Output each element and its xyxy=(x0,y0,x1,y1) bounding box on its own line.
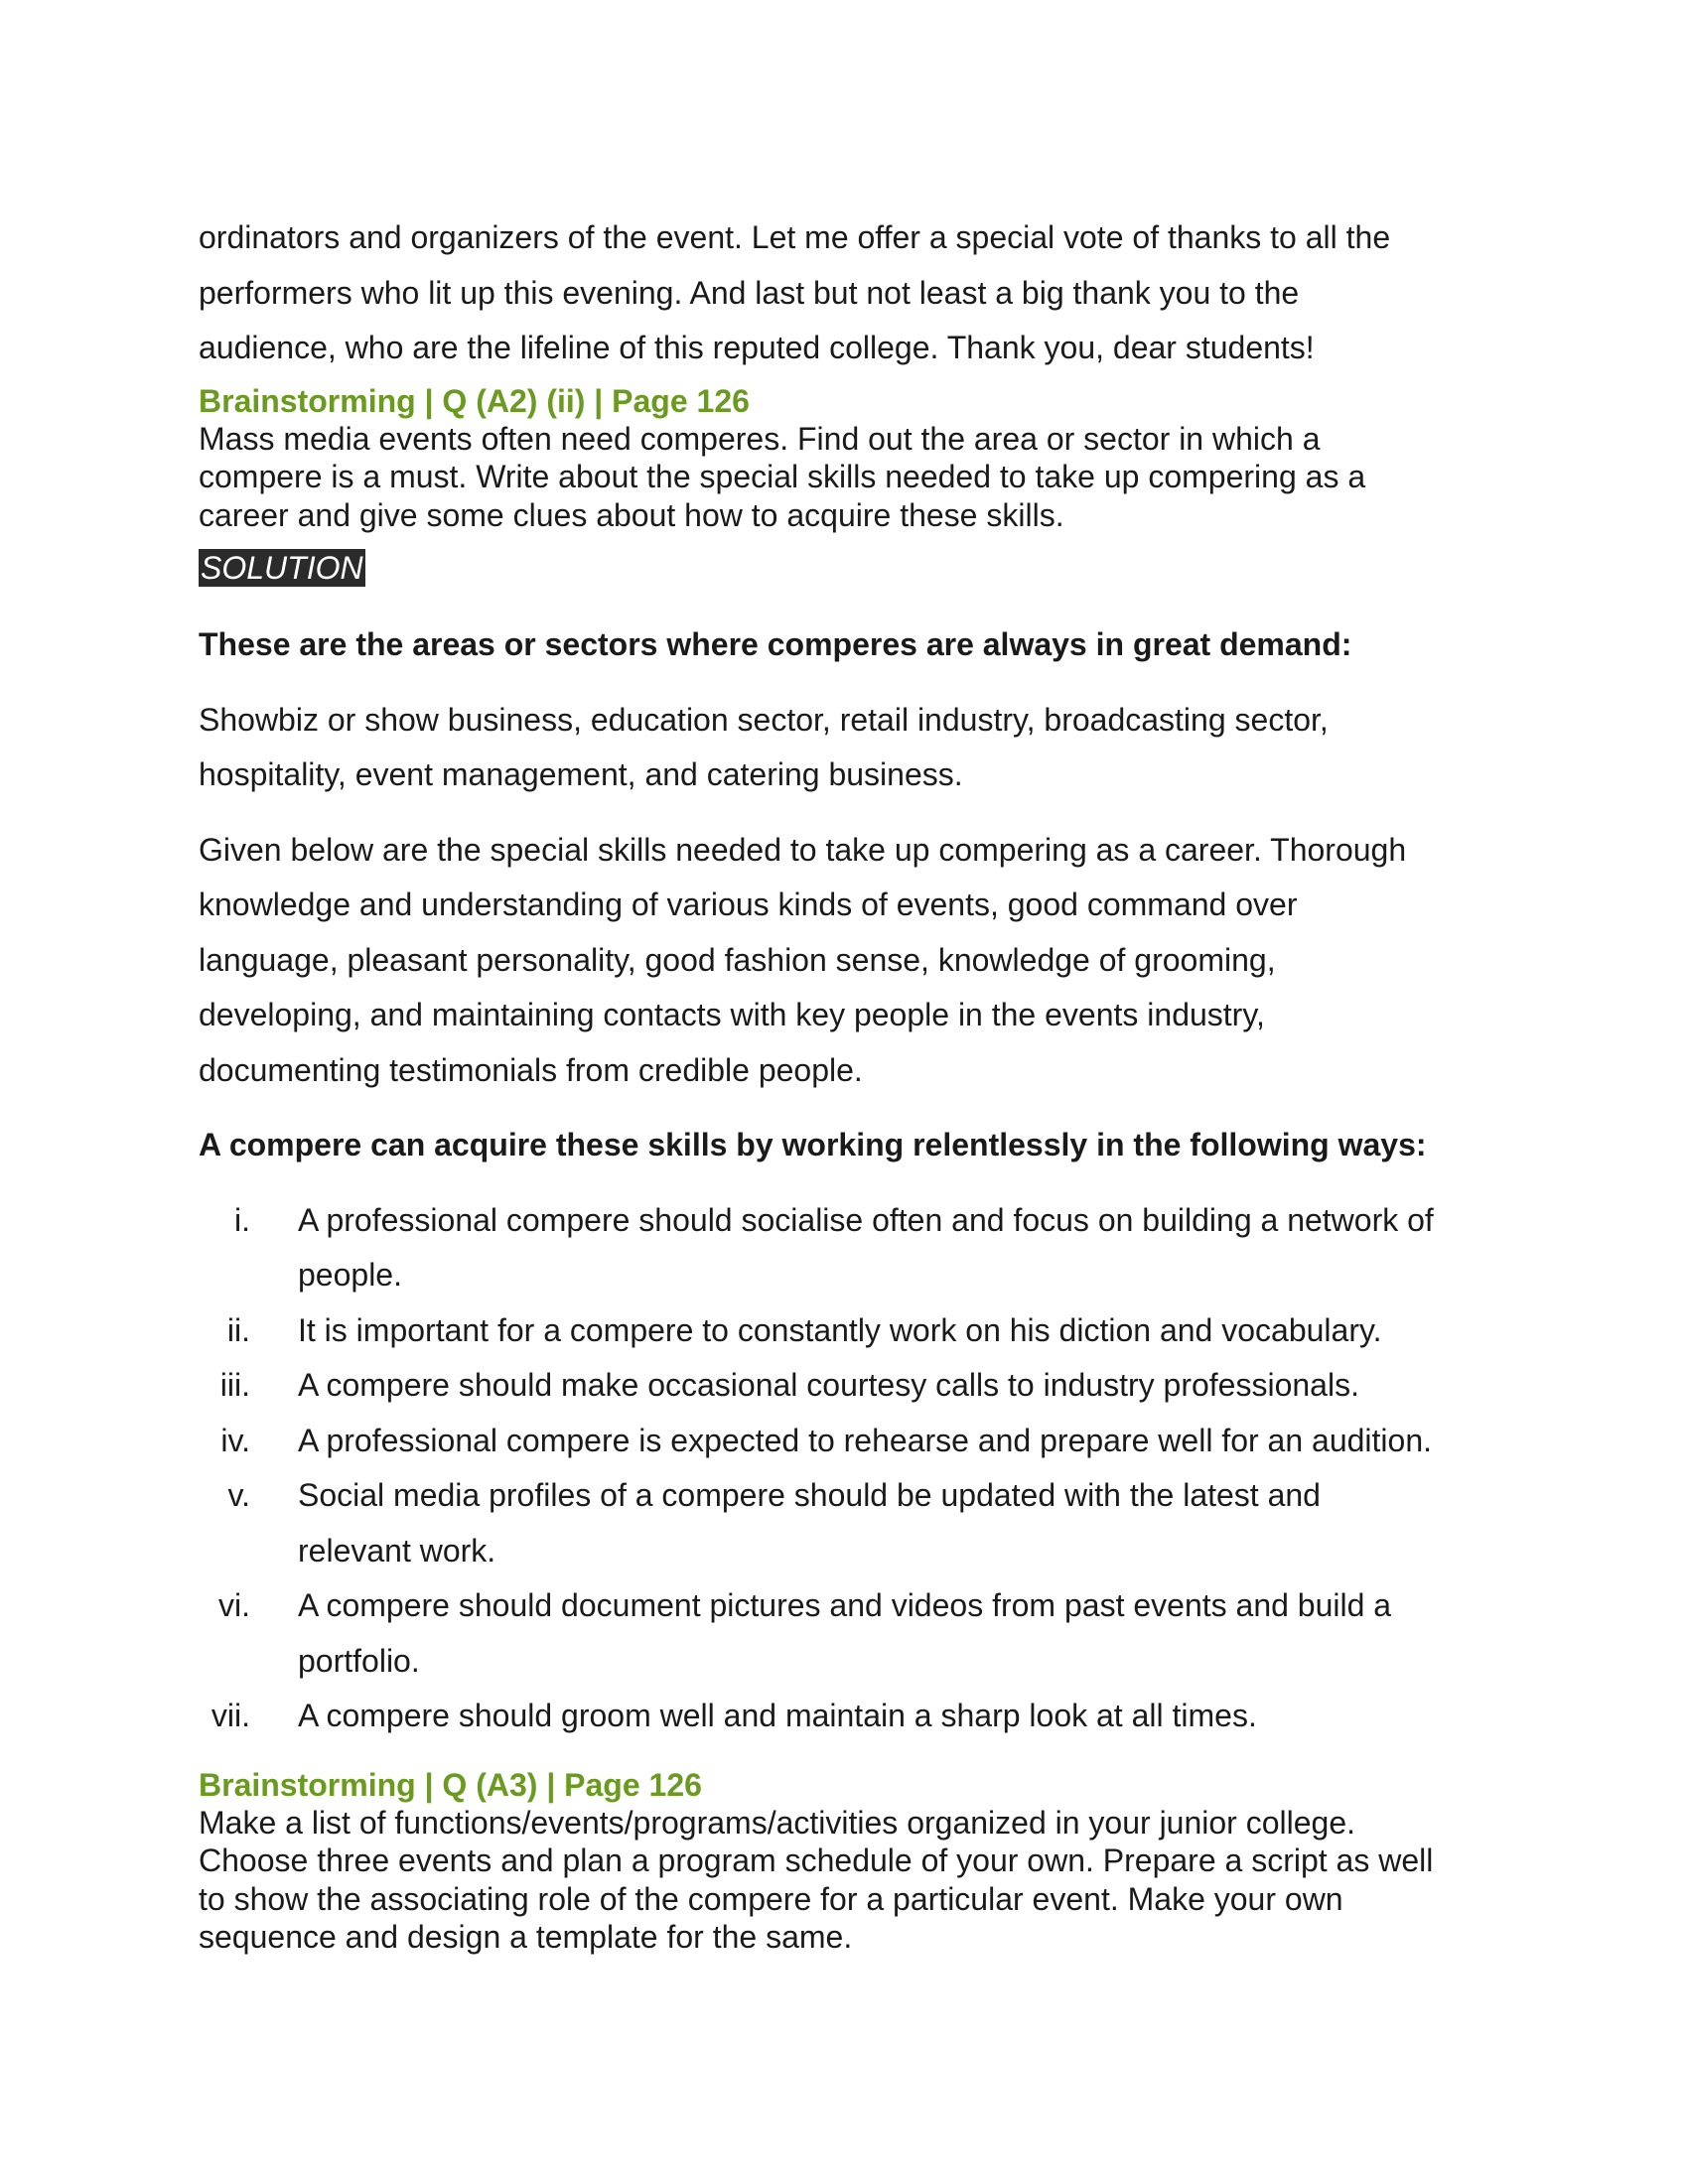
document-page xyxy=(199,210,1509,1957)
text-line: relevant work. xyxy=(298,1532,496,1569)
areas-paragraph xyxy=(199,693,1509,803)
text-line: A professional compere is expected to rehearse and prepare well for an audition. xyxy=(298,1422,1433,1458)
text-line: career and give some clues about how to acquire these skills. xyxy=(199,496,1064,533)
list-item xyxy=(199,1689,1509,1744)
intro-paragraph xyxy=(199,210,1509,376)
question-text xyxy=(199,420,1509,535)
list-number: iii. xyxy=(219,1367,250,1403)
ways-list xyxy=(199,1193,1509,1744)
text-line: hospitality, event management, and catering business. xyxy=(199,756,963,792)
text-line: A compere should groom well and maintain a sharp look at all times. xyxy=(298,1698,1257,1733)
list-item xyxy=(199,1414,1509,1469)
list-item xyxy=(199,1303,1509,1359)
section-heading: Brainstorming | Q (A2) (ii) | Page 126 xyxy=(199,382,750,419)
text-line: A compere should document pictures and videos from past events and build a xyxy=(298,1587,1392,1623)
text-line: Mass media events often need comperes. Find out the area or sector in which a xyxy=(199,420,1321,457)
text-line: sequence and design a template for the same. xyxy=(199,1919,853,1955)
text-line: A compere should make occasional courtesy calls to industry professionals. xyxy=(298,1367,1359,1403)
text-line: people. xyxy=(298,1257,402,1293)
text-line: to show the associating role of the compere for a particular event. Make your own xyxy=(199,1880,1343,1917)
list-number: iv. xyxy=(220,1422,250,1458)
list-item xyxy=(199,1193,1509,1303)
list-number: ii. xyxy=(226,1311,250,1348)
text-line: developing, and maintaining contacts with key people in the events industry, xyxy=(199,997,1265,1032)
list-number: vii. xyxy=(211,1698,250,1733)
text-line: compere is a must. Write about the special skills needed to take up compering as a xyxy=(199,459,1366,494)
text-line: audience, who are the lifeline of this reputed college. Thank you, dear students! xyxy=(199,330,1315,365)
text-line: performers who lit up this evening. And last but not least a big thank you to the xyxy=(199,274,1300,311)
section-heading: Brainstorming | Q (A3) | Page 126 xyxy=(199,1766,702,1803)
text-line: Social media profiles of a compere should be updated with the latest and xyxy=(298,1477,1321,1513)
text-line: language, pleasant personality, good fashion sense, knowledge of grooming, xyxy=(199,941,1276,978)
list-item xyxy=(199,1578,1509,1689)
solution-label xyxy=(199,549,1509,592)
list-number: i. xyxy=(234,1201,250,1238)
text-line: ordinators and organizers of the event. Let me offer a special vote of thanks to all the xyxy=(199,219,1391,255)
text-line: A professional compere should socialise often and focus on building a network of xyxy=(298,1201,1434,1238)
question-text xyxy=(199,1804,1509,1957)
text-line: Choose three events and plan a program schedule of your own. Prepare a script as well xyxy=(199,1843,1434,1878)
areas-heading: These are the areas or sectors where comperes are always in great demand: xyxy=(199,626,1352,662)
text-line: Make a list of functions/events/programs/activities organized in your junior college. xyxy=(199,1804,1356,1841)
ways-heading: A compere can acquire these skills by working relentlessly in the following ways: xyxy=(199,1127,1427,1162)
text-line: Given below are the special skills needed to take up compering as a career. Thorough xyxy=(199,831,1407,868)
list-number: vi. xyxy=(218,1587,250,1623)
text-line: documenting testimonials from credible people. xyxy=(199,1051,863,1088)
solution-tag: SOLUTION xyxy=(199,549,365,587)
list-number: v. xyxy=(227,1477,250,1513)
list-item xyxy=(199,1358,1509,1414)
list-item xyxy=(199,1468,1509,1578)
text-line: portfolio. xyxy=(298,1642,420,1679)
text-line: Showbiz or show business, education sector, retail industry, broadcasting sector, xyxy=(199,701,1329,738)
skills-paragraph xyxy=(199,823,1509,1099)
text-line: knowledge and understanding of various kinds of events, good command over xyxy=(199,887,1298,922)
text-line: It is important for a compere to constantly work on his diction and vocabulary. xyxy=(298,1311,1382,1348)
